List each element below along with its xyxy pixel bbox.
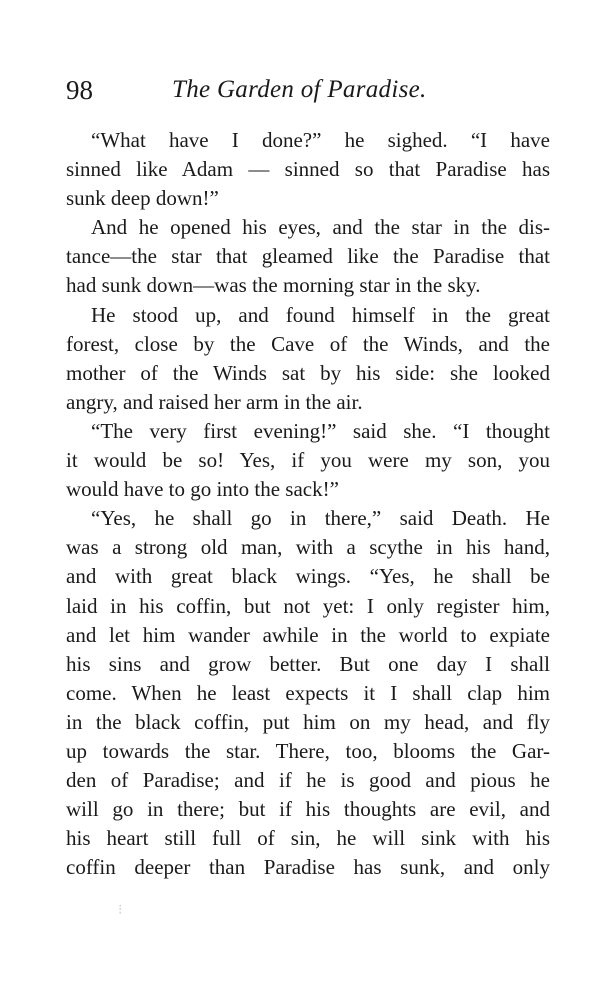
- text-line: And he opened his eyes, and the star in the dis-: [91, 215, 550, 240]
- text-line: “Yes, he shall go in there,” said Death. He: [91, 506, 550, 531]
- text-line: angry, and raised her arm in the air.: [66, 389, 363, 414]
- page-header: [66, 70, 556, 110]
- text-line: was a strong old man, with a scythe in his hand,: [66, 535, 550, 560]
- text-line: forest, close by the Cave of the Winds, and the: [66, 331, 550, 356]
- paper-speck: ⁝: [118, 903, 123, 918]
- text-line: come. When he least expects it I shall clap him: [66, 680, 550, 705]
- text-line: will go in there; but if his thoughts are evil, and: [66, 797, 550, 822]
- text-line: in the black coffin, put him on my head, and fly: [66, 709, 550, 734]
- text-line: his heart still full of sin, he will sink with his: [66, 826, 550, 851]
- text-line: sunk deep down!”: [66, 186, 219, 211]
- text-line: “What have I done?” he sighed. “I have: [91, 128, 550, 152]
- text-line: den of Paradise; and if he is good and pious he: [66, 768, 550, 793]
- body-text: [66, 126, 550, 882]
- text-line: sinned like Adam — sinned so that Paradise has: [66, 157, 550, 182]
- text-line: coffin deeper than Paradise has sunk, and only: [66, 855, 550, 880]
- text-line: had sunk down—was the morning star in the sky.: [66, 273, 481, 298]
- text-line: up towards the star. There, too, blooms the Gar-: [66, 738, 550, 763]
- text-line: would have to go into the sack!”: [66, 477, 339, 502]
- text-line: He stood up, and found himself in the great: [91, 302, 550, 327]
- text-line: “The very first evening!” said she. “I thought: [91, 418, 550, 443]
- text-line: tance—the star that gleamed like the Paradise that: [66, 244, 550, 269]
- page-number: 98: [66, 75, 93, 105]
- text-line: it would be so! Yes, if you were my son, you: [66, 448, 550, 473]
- text-line: and with great black wings. “Yes, he shall be: [66, 564, 550, 589]
- text-line: mother of the Winds sat by his side: she looked: [66, 360, 550, 385]
- running-title: The Garden of Paradise.: [172, 76, 427, 103]
- text-line: laid in his coffin, but not yet: I only register him,: [66, 593, 550, 618]
- text-line: and let him wander awhile in the world to expiate: [66, 622, 550, 647]
- text-line: his sins and grow better. But one day I shall: [66, 651, 550, 676]
